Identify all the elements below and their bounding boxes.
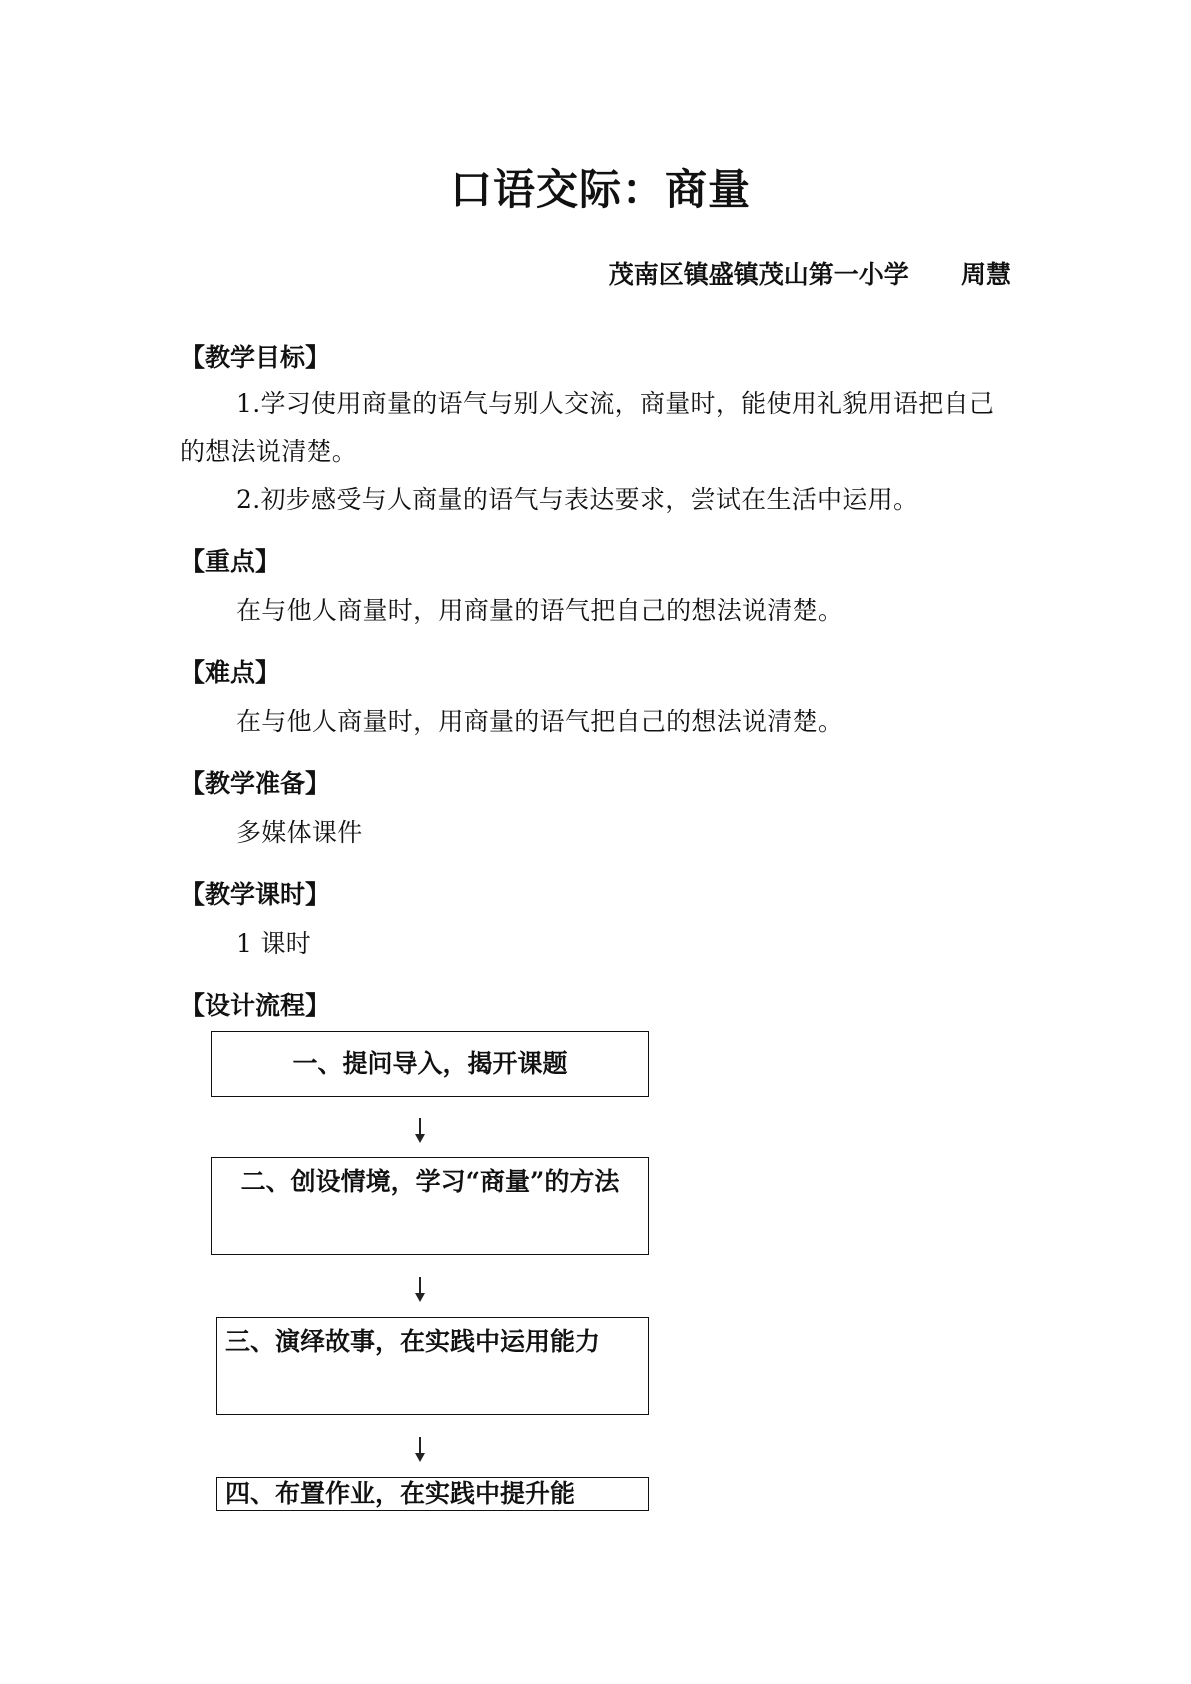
heading-key-points: 【重点】 [180, 547, 281, 576]
heading-difficulties: 【难点】 [180, 658, 281, 687]
down-arrow-icon [413, 1277, 427, 1303]
objective-item-1: 1.学习使用商量的语气与别人交流，商量时，能使用礼貌用语把自己的想法说清楚。 [180, 389, 995, 466]
document-title: 口语交际：商量 [449, 165, 751, 214]
flow-step-1 [211, 1031, 649, 1097]
flow-step-3-text: 三、演绎故事，在实践中运用能力 [225, 1327, 601, 1356]
heading-duration: 【教学课时】 [180, 880, 331, 909]
duration-text: 1 课时 [236, 929, 312, 958]
author-line: 茂南区镇盛镇茂山第一小学 周慧 [608, 260, 1011, 289]
key-points-text: 在与他人商量时，用商量的语气把自己的想法说清楚。 [236, 596, 844, 625]
flow-step-1-text: 一、提问导入，揭开课题 [292, 1049, 568, 1078]
heading-design-flow: 【设计流程】 [180, 991, 331, 1020]
flow-step-3 [216, 1317, 649, 1415]
flow-step-4-text: 四、布置作业，在实践中提升能 [225, 1479, 576, 1508]
difficulties-text: 在与他人商量时，用商量的语气把自己的想法说清楚。 [236, 707, 844, 736]
heading-objectives: 【教学目标】 [180, 343, 331, 372]
flow-step-2 [211, 1157, 649, 1255]
objective-item-2: 2.初步感受与人商量的语气与表达要求，尝试在生活中运用。 [236, 485, 919, 514]
heading-preparation: 【教学准备】 [180, 769, 331, 798]
preparation-text: 多媒体课件 [236, 818, 363, 847]
down-arrow-icon [413, 1118, 427, 1144]
flow-step-2-text: 二、创设情境，学习“商量”的方法 [240, 1167, 620, 1196]
down-arrow-icon [413, 1437, 427, 1463]
flow-step-4 [216, 1477, 649, 1511]
